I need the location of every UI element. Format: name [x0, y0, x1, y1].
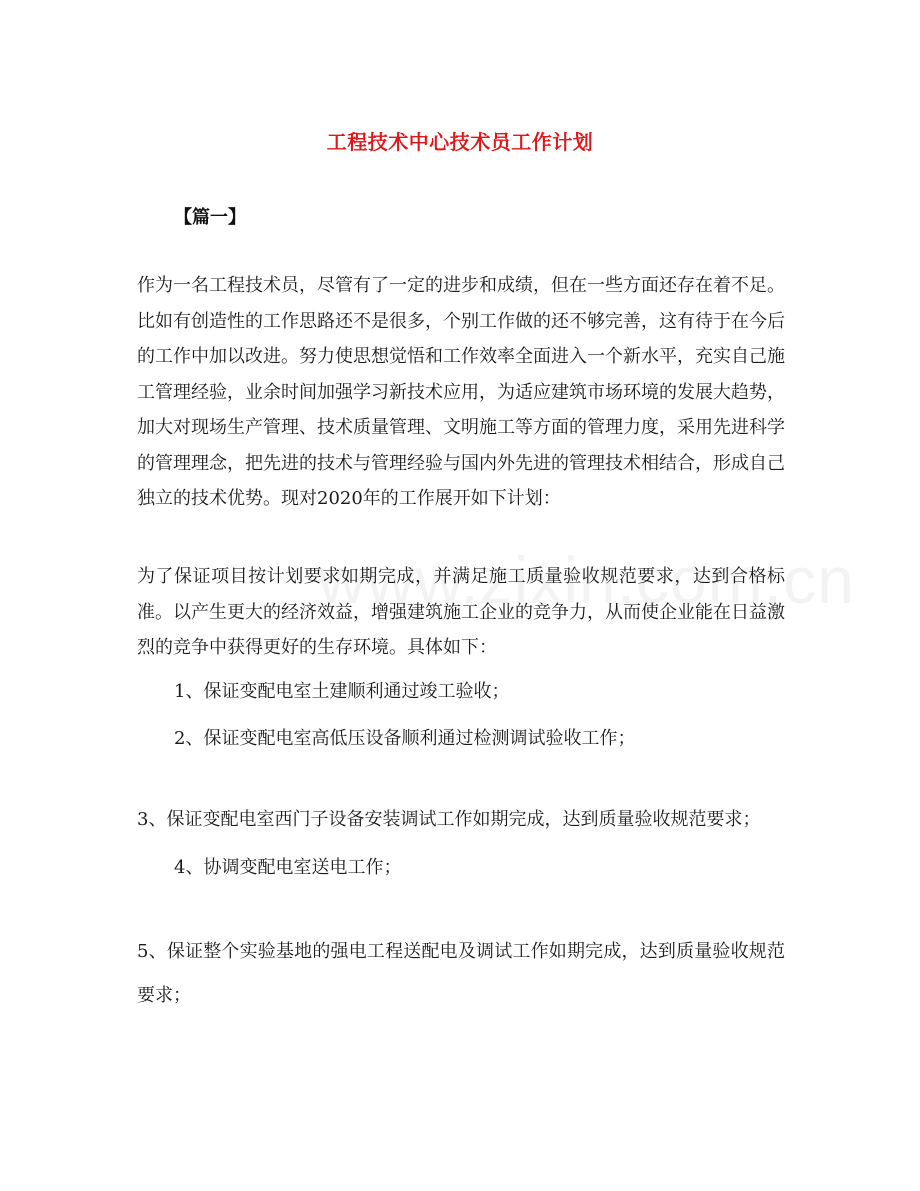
document-title: 工程技术中心技术员工作计划 — [326, 130, 594, 154]
paragraph-goals: 为了保证项目按计划要求如期完成，并满足施工质量验收规范要求，达到合格标准。以产生更大的经济效益，增强建筑施工企业的竞争力，从而使企业能在日益激烈的竞争中获得更好的生存环境。具体如下： — [137, 566, 785, 658]
list-item: 2、保证变配电室高低压设备顺利通过检测调试验收工作； — [174, 728, 636, 749]
list-item: 3、保证变配电室西门子设备安装调试工作如期完成，达到质量验收规范要求； — [137, 809, 761, 830]
list-item: 4、协调变配电室送电工作； — [174, 857, 402, 878]
list-item: 1、保证变配电室土建顺利通过竣工验收； — [174, 681, 510, 702]
section-label: 【篇一】 — [174, 207, 246, 228]
list-item: 5、保证整个实验基地的强电工程送配电及调试工作如期完成，达到质量验收规范要求； — [137, 941, 785, 1006]
paragraph-intro: 作为一名工程技术员，尽管有了一定的进步和成绩，但在一些方面还存在着不足。比如有创造性的工作思路还不是很多，个别工作做的还不够完善，这有待于在今后的工作中加以改进。努力使思想觉悟和工作效率全面进入一个新水平，充实自己施工管理经验，业余时间加强学习新技术应用，为适应建筑市场环境的发展大趋势，加大对现场生产管理、技术质量管理、文明施工等方面的管理力度，采用先进科学的管理理念，把先进的技术与管理经验与国内外先进的管理技术相结合，形成自己独立的技术优势。现对2020年的工作展开如下计划： — [137, 275, 785, 509]
